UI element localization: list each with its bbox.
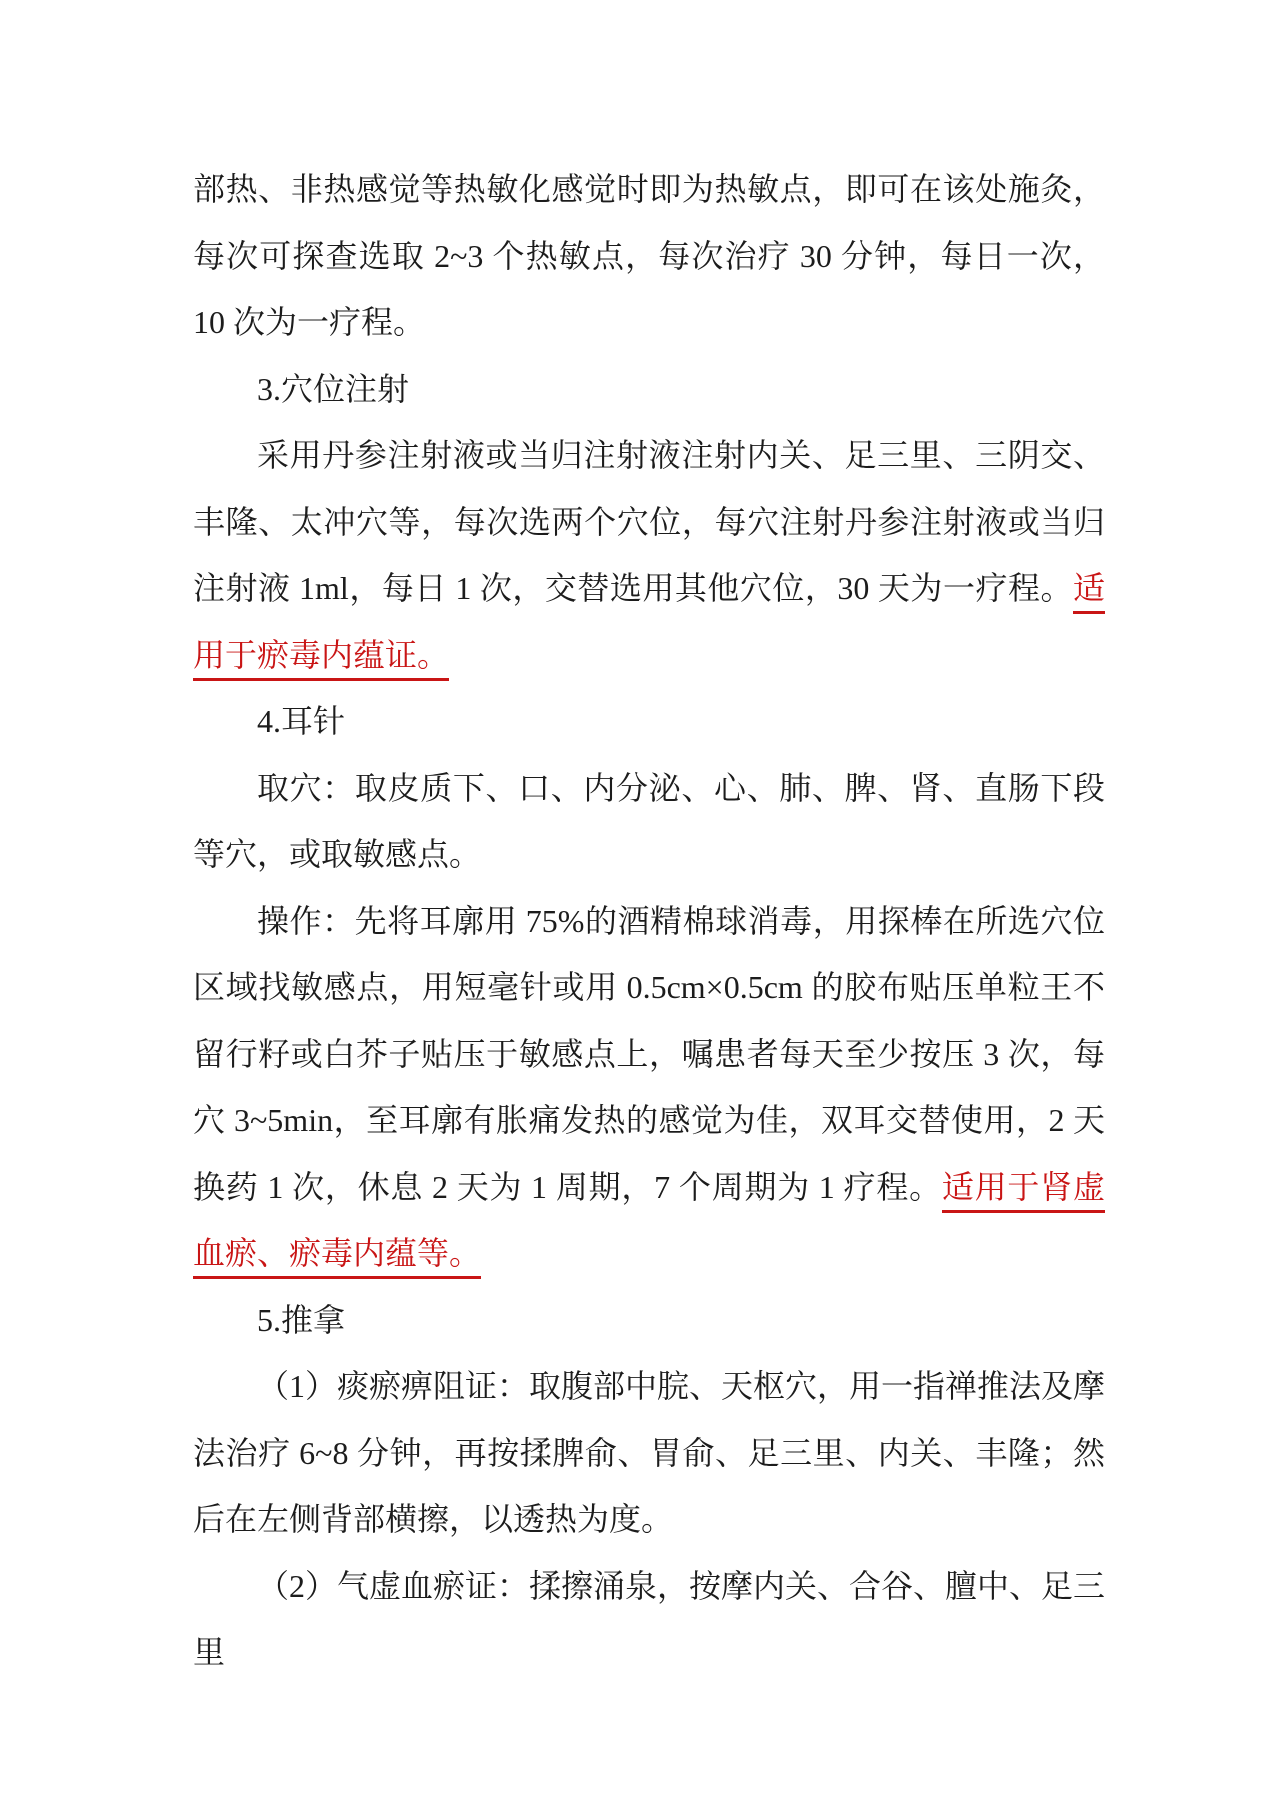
body-text: 采用丹参注射液或当归注射液注射内关、足三里、三阴交、丰隆、太冲穴等，每次选两个穴位，每穴注射丹参注射液或当归注射液 1ml，每日 1 次，交替选用其他穴位，30 天为一疗程。 xyxy=(193,437,1105,606)
section-heading-ear-needle xyxy=(193,688,1105,755)
body-text: 取穴：取皮质下、口、内分泌、心、肺、脾、肾、直肠下段等穴，或取敏感点。 xyxy=(193,769,1105,872)
paragraph-tuina-item2 xyxy=(193,1553,1105,1686)
paragraph-tuina-item1 xyxy=(193,1353,1105,1553)
paragraph-ear-needle-operation xyxy=(193,888,1105,1287)
red-underlined-text: 适用于肾虚血瘀、瘀毒内蕴等。 xyxy=(193,1169,1105,1280)
paragraph-continuation xyxy=(193,156,1105,356)
body-text: 操作：先将耳廓用 75%的酒精棉球消毒，用探棒在所选穴位区域找敏感点，用短毫针或用 0.5cm×0.5cm 的胶布贴压单粒王不留行籽或白芥子贴压于敏感点上，嘱患者每天至少按压 3 次，每穴 3~5min，至耳廓有胀痛发热的感觉为佳，双耳交替使用，2 天换药 1 次，休息 2 天为 1 周期，7 个周期为 1 疗程。 xyxy=(193,902,1105,1205)
heading-text: 4.耳针 xyxy=(257,703,346,739)
heading-text: 5.推拿 xyxy=(257,1301,346,1338)
paragraph-ear-needle-points xyxy=(193,755,1105,888)
document-body xyxy=(193,156,1105,1686)
paragraph-acupoint-injection xyxy=(193,422,1105,688)
red-underlined-text: 适用于瘀毒内蕴证。 xyxy=(193,570,1105,681)
section-heading-tuina xyxy=(193,1287,1105,1354)
section-heading-acupoint-injection xyxy=(193,356,1105,423)
heading-text: 3.穴位注射 xyxy=(257,370,410,407)
body-text: （1）痰瘀痹阻证：取腹部中脘、天枢穴，用一指禅推法及摩法治疗 6~8 分钟，再按揉脾俞、胃俞、足三里、内关、丰隆；然后在左侧背部横擦，以透热为度。 xyxy=(193,1368,1106,1537)
body-text: （2）气虚血瘀证：揉擦涌泉，按摩内关、合谷、膻中、足三里 xyxy=(193,1567,1106,1670)
body-text: 部热、非热感觉等热敏化感觉时即为热敏点，即可在该处施灸，每次可探查选取 2~3 个热敏点，每次治疗 30 分钟，每日一次，10 次为一疗程。 xyxy=(193,171,1105,340)
